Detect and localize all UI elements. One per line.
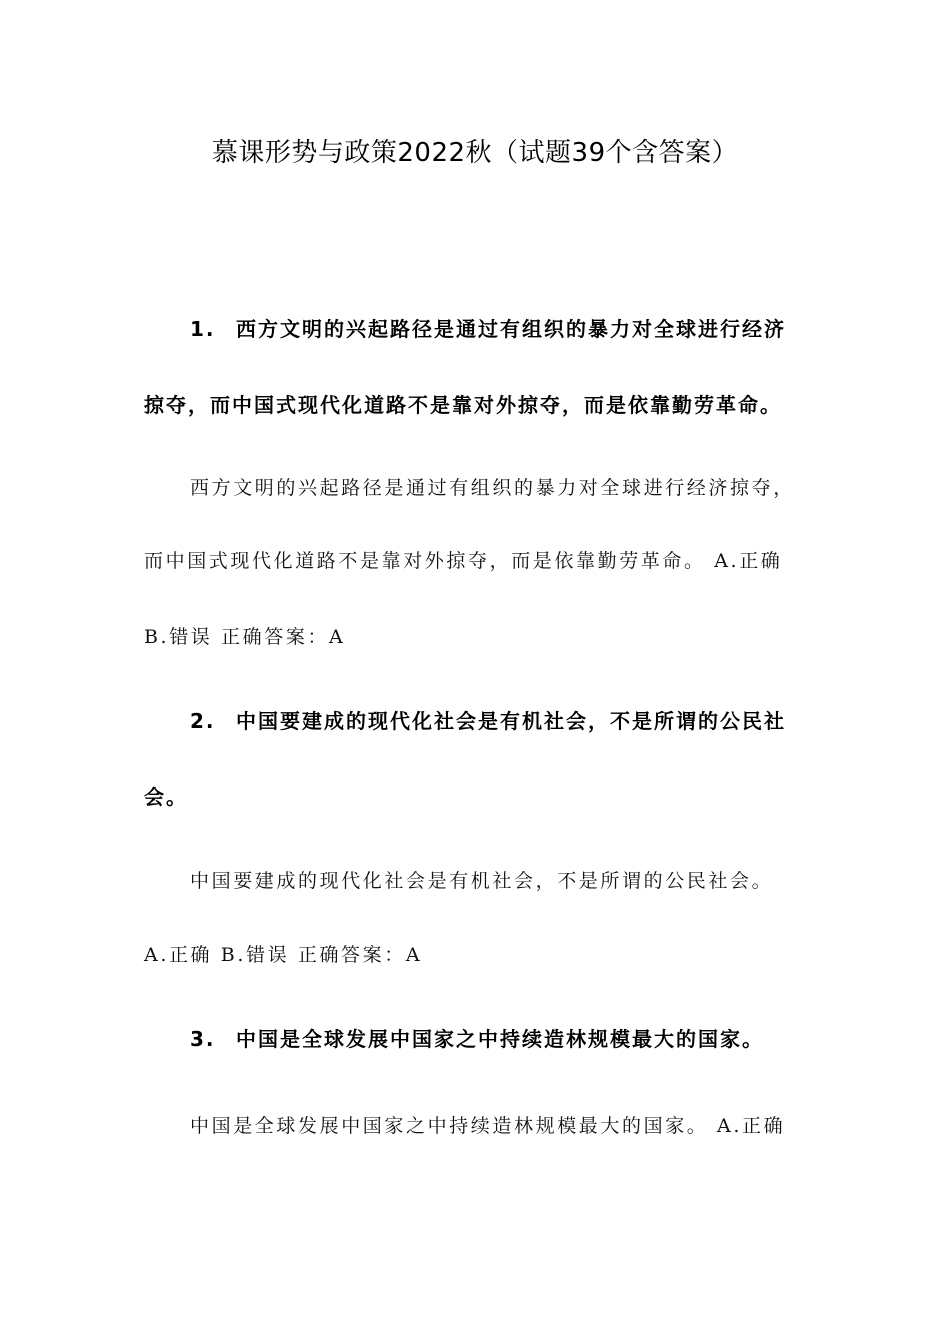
question-2-line-2: 会。 — [144, 785, 188, 809]
question-1-line-2: 掠夺，而中国式现代化道路不是靠对外掠夺，而是依靠勤劳革命。 — [144, 393, 782, 417]
document-title: 慕课形势与政策2022秋（试题39个含答案） — [211, 138, 739, 168]
question-2-text-line-1: 中国要建成的现代化社会是有机社会，不是所谓的公民社 — [236, 709, 786, 733]
answer-2-line-1: 中国要建成的现代化社会是有机社会，不是所谓的公民社会。 — [190, 870, 774, 892]
question-3-text-line-1: 中国是全球发展中国家之中持续造林规模最大的国家。 — [236, 1027, 764, 1051]
answer-3-line-1: 中国是全球发展中国家之中持续造林规模最大的国家。 A.正确 — [190, 1115, 786, 1137]
question-3-line-1 — [190, 1024, 764, 1054]
question-1-line-1 — [190, 314, 786, 344]
answer-2-line-2: A.正确 B.错误 正确答案：A — [144, 944, 423, 966]
answer-1-line-3: B.错误 正确答案：A — [144, 626, 346, 648]
answer-1-line-1: 西方文明的兴起路径是通过有组织的暴力对全球进行经济掠夺， — [190, 477, 795, 499]
question-2-line-1 — [190, 706, 786, 736]
answer-1-line-2: 而中国式现代化道路不是靠对外掠夺，而是依靠勤劳革命。 A.正确 — [144, 550, 783, 572]
question-3-number: 3. — [190, 1027, 216, 1051]
question-1-number: 1. — [190, 317, 216, 341]
question-1-text-line-1: 西方文明的兴起路径是通过有组织的暴力对全球进行经济 — [236, 317, 786, 341]
question-2-number: 2. — [190, 709, 216, 733]
